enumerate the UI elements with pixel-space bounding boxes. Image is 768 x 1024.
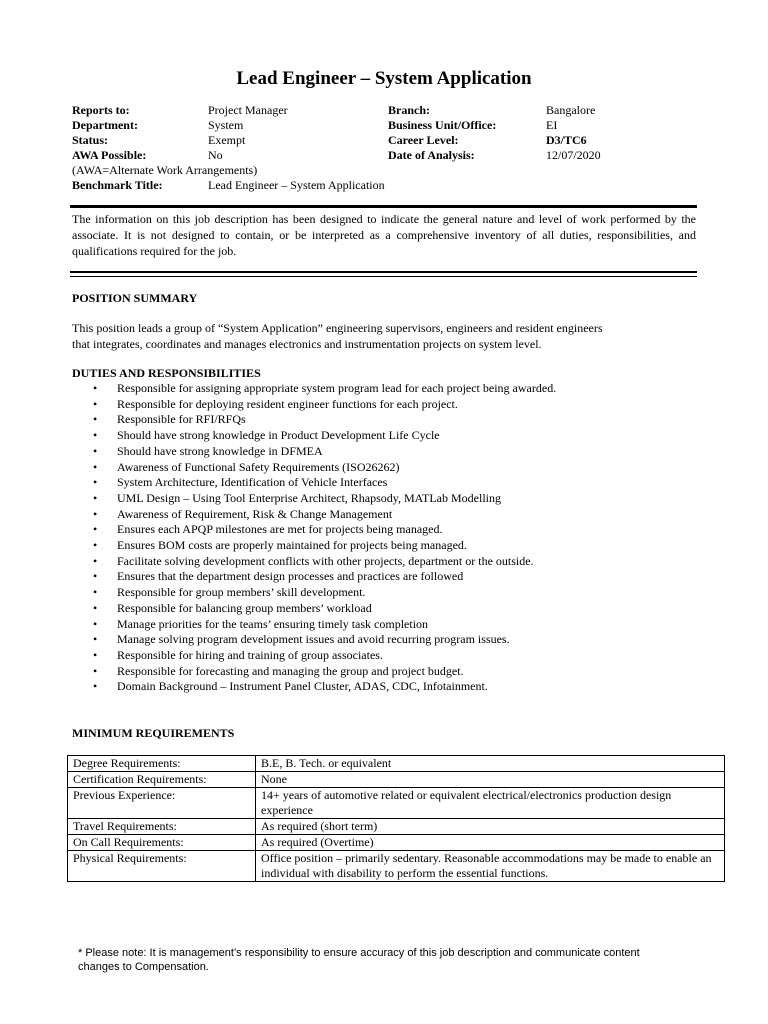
requirement-label: Physical Requirements:	[68, 851, 256, 882]
requirement-label: Certification Requirements:	[68, 772, 256, 788]
bullet-icon: •	[93, 428, 98, 443]
requirement-value: As required (Overtime)	[256, 835, 725, 851]
duties-list	[72, 381, 692, 695]
duty-text: Should have strong knowledge in DFMEA	[117, 443, 323, 458]
minimum-requirements-heading: MINIMUM REQUIREMENTS	[72, 726, 235, 740]
info-row	[72, 103, 722, 118]
duty-text: System Architecture, Identification of Vehicle Interfaces	[117, 475, 388, 490]
requirements-table	[67, 755, 725, 882]
duty-text: Ensures BOM costs are properly maintained for projects being managed.	[117, 538, 467, 553]
requirement-label: Degree Requirements:	[68, 756, 256, 772]
branch-label: Branch:	[388, 103, 430, 117]
requirement-value: As required (short term)	[256, 819, 725, 835]
duty-item	[72, 585, 692, 601]
summary-line: that integrates, coordinates and manages electronics and instrumentation projects on system level.	[72, 337, 542, 351]
info-row	[72, 148, 722, 163]
duty-item	[72, 460, 692, 476]
reports-to-value: Project Manager	[208, 103, 288, 117]
summary-line: This position leads a group of “System Application” engineering supervisors, engineers and resident engineers	[72, 321, 603, 335]
benchmark-title-value: Lead Engineer – System Application	[208, 178, 385, 192]
branch-value: Bangalore	[546, 103, 596, 117]
status-value: Exempt	[208, 133, 246, 147]
position-summary-heading: POSITION SUMMARY	[72, 291, 198, 305]
bullet-icon: •	[93, 490, 98, 505]
requirement-value: 14+ years of automotive related or equivalent electrical/electronics production design experience	[256, 788, 725, 819]
duty-item	[72, 569, 692, 585]
duty-text: Manage solving program development issues and avoid recurring program issues.	[117, 632, 510, 647]
job-info-block	[72, 103, 722, 193]
benchmark-title-label: Benchmark Title:	[72, 178, 163, 192]
bullet-icon: •	[93, 585, 98, 600]
duty-item	[72, 381, 692, 397]
table-row	[68, 756, 725, 772]
date-of-analysis-value: 12/07/2020	[546, 148, 601, 162]
duty-text: Awareness of Requirement, Risk & Change Management	[117, 506, 393, 521]
bullet-icon: •	[93, 522, 98, 537]
duty-item	[72, 522, 692, 538]
disclaimer-text: The information on this job description has been designed to indicate the general nature and level of work performed by the associate. It is not designed to contain, or be interpreted as a comprehensive inventory of all duties, responsibilities, and qualifications required for the job.	[72, 212, 696, 258]
duty-text: Should have strong knowledge in Product Development Life Cycle	[117, 428, 440, 443]
duty-item	[72, 679, 692, 695]
bullet-icon: •	[93, 538, 98, 553]
duty-item	[72, 428, 692, 444]
bullet-icon: •	[93, 632, 98, 647]
requirement-value: B.E, B. Tech. or equivalent	[256, 756, 725, 772]
duty-text: Awareness of Functional Safety Requirements (ISO26262)	[117, 459, 400, 474]
date-of-analysis-label: Date of Analysis:	[388, 148, 475, 162]
duty-text: Ensures that the department design processes and practices are followed	[117, 569, 464, 584]
duty-item	[72, 601, 692, 617]
bullet-icon: •	[93, 553, 98, 568]
awa-label: AWA Possible:	[72, 148, 147, 162]
duty-item	[72, 475, 692, 491]
duty-text: Facilitate solving development conflicts with other projects, department or the outside.	[117, 553, 534, 568]
bullet-icon: •	[93, 569, 98, 584]
info-row	[72, 118, 722, 133]
duty-item	[72, 617, 692, 633]
bullet-icon: •	[93, 443, 98, 458]
bullet-icon: •	[93, 396, 98, 411]
duty-item	[72, 397, 692, 413]
table-row	[68, 788, 725, 819]
duty-item	[72, 554, 692, 570]
bullet-icon: •	[93, 506, 98, 521]
duty-item	[72, 648, 692, 664]
bullet-icon: •	[93, 616, 98, 631]
duties-heading: DUTIES AND RESPONSIBILITIES	[72, 366, 261, 380]
duty-item	[72, 507, 692, 523]
requirement-value: None	[256, 772, 725, 788]
duty-item	[72, 538, 692, 554]
career-level-label: Career Level:	[388, 133, 459, 147]
duty-text: Responsible for deploying resident engineer functions for each project.	[117, 396, 458, 411]
divider	[70, 205, 697, 208]
divider	[70, 276, 697, 277]
duty-text: Responsible for assigning appropriate system program lead for each project being awarded.	[117, 381, 557, 395]
awa-value: No	[208, 148, 223, 162]
duty-item	[72, 632, 692, 648]
status-label: Status:	[72, 133, 109, 147]
bullet-icon: •	[93, 459, 98, 474]
duty-text: UML Design – Using Tool Enterprise Architect, Rhapsody, MATLab Modelling	[117, 490, 501, 505]
requirement-value: Office position – primarily sedentary. Reasonable accommodations may be made to enable an individual with disability to perform the essential functions.	[256, 851, 725, 882]
awa-note: (AWA=Alternate Work Arrangements)	[72, 163, 258, 177]
table-row	[68, 851, 725, 882]
position-summary-text	[72, 320, 672, 352]
table-row	[68, 819, 725, 835]
bullet-icon: •	[93, 663, 98, 678]
requirement-label: On Call Requirements:	[68, 835, 256, 851]
duty-item	[72, 444, 692, 460]
bullet-icon: •	[93, 679, 98, 694]
bullet-icon: •	[93, 647, 98, 662]
table-row	[68, 772, 725, 788]
career-level-value: D3/TC6	[546, 133, 587, 147]
bullet-icon: •	[93, 600, 98, 615]
duty-text: Responsible for group members’ skill development.	[117, 585, 366, 600]
bullet-icon: •	[93, 475, 98, 490]
info-row	[72, 178, 722, 193]
department-label: Department:	[72, 118, 138, 132]
business-unit-value: EI	[546, 118, 558, 132]
bullet-icon: •	[93, 412, 98, 427]
info-row	[72, 133, 722, 148]
duty-text: Domain Background – Instrument Panel Cluster, ADAS, CDC, Infotainment.	[117, 679, 488, 694]
duty-item	[72, 491, 692, 507]
footnote: * Please note: It is management’s responsibility to ensure accuracy of this job description and communicate content changes to Compensation.	[78, 947, 640, 973]
divider	[70, 271, 697, 273]
duty-text: Responsible for RFI/RFQs	[117, 412, 246, 427]
reports-to-label: Reports to:	[72, 103, 130, 117]
info-row	[72, 163, 722, 178]
duty-text: Responsible for hiring and training of group associates.	[117, 647, 383, 662]
duty-text: Manage priorities for the teams’ ensuring timely task completion	[117, 616, 429, 631]
requirement-label: Travel Requirements:	[68, 819, 256, 835]
duty-text: Ensures each APQP milestones are met for projects being managed.	[117, 522, 443, 537]
business-unit-label: Business Unit/Office:	[388, 118, 497, 132]
page-title: Lead Engineer – System Application	[236, 68, 532, 89]
table-row	[68, 835, 725, 851]
duty-item	[72, 412, 692, 428]
bullet-icon: •	[93, 381, 98, 395]
requirement-label: Previous Experience:	[68, 788, 256, 819]
duty-text: Responsible for forecasting and managing the group and project budget.	[117, 663, 464, 678]
duty-item	[72, 664, 692, 680]
duty-text: Responsible for balancing group members’ workload	[117, 600, 372, 615]
department-value: System	[208, 118, 244, 132]
